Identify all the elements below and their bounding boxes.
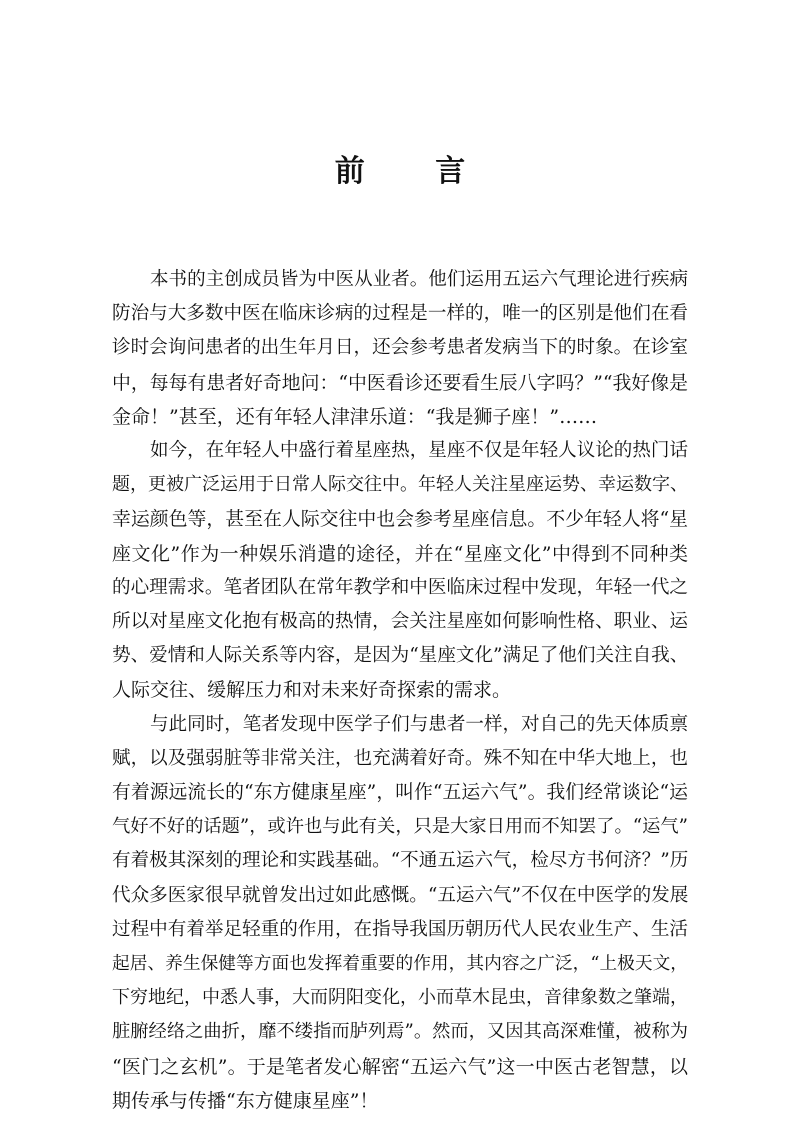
text-line: 人际交往、缓解压力和对未来好奇探索的需求。 — [112, 679, 512, 702]
text-line: “医门之玄机”。于是笔者发心解密“五运六气”这一中医古老智慧，以 — [112, 1055, 688, 1078]
text-line: 有着极其深刻的理论和实践基础。“不通五运六气，检尽方书何济？”历 — [112, 850, 689, 872]
text-line: 金命！”甚至，还有年轻人津津乐道：“我是狮子座！”…… — [112, 405, 598, 428]
text-line: 题，更被广泛运用于日常人际交往中。年轻人关注星座运势、幸运数字、 — [112, 474, 688, 496]
paragraph-3 — [112, 708, 688, 1118]
text-line: 所以对星座文化抱有极高的热情，会关注星座如何影响性格、职业、运 — [112, 611, 688, 633]
text-line: 防治与大多数中医在临床诊病的过程是一样的，唯一的区别是他们在看 — [112, 303, 688, 325]
paragraph-1 — [112, 263, 688, 434]
body-text — [112, 263, 688, 1118]
text-line: 起居、养生保健等方面也发挥着重要的作用，其内容之广泛，“上极天文， — [112, 954, 688, 975]
text-line: 与此同时，笔者发现中医学子们与患者一样，对自己的先天体质禀 — [150, 713, 688, 735]
text-line: 中，每每有患者好奇地问：“中医看诊还要看生辰八字吗？”“我好像是 — [112, 371, 688, 394]
text-line: 势、爱情和人际关系等内容，是因为“星座文化”满足了他们关注自我、 — [112, 645, 689, 667]
text-line: 下穷地纪，中悉人事，大而阴阳变化，小而草木昆虫，音律象数之肇端， — [112, 987, 688, 1009]
text-line: 期传承与传播“东方健康星座”！ — [112, 1089, 379, 1112]
text-line: 的心理需求。笔者团队在常年教学和中医临床过程中发现，年轻一代之 — [112, 576, 688, 598]
text-line: 幸运颜色等，甚至在人际交往中也会参考星座信息。不少年轻人将“星 — [112, 508, 688, 531]
text-line: 脏腑经络之曲折，靡不缕指而胪列焉”。然而，又因其高深难懂，被称为 — [112, 1021, 688, 1043]
text-line: 代众多医家很早就曾发出过如此感慨。“五运六气”不仅在中医学的发展 — [112, 884, 689, 906]
paragraph-2 — [112, 434, 688, 708]
text-line: 过程中有着举足轻重的作用，在指导我国历朝历代人民农业生产、生活 — [112, 918, 688, 940]
text-line: 诊时会询问患者的出生年月日，还会参考患者发病当下的时象。在诊室 — [112, 337, 688, 359]
text-line: 气好不好的话题”，或许也与此有关，只是大家日用而不知罢了。“运气” — [112, 816, 688, 838]
text-line: 座文化”作为一种娱乐消遣的途径，并在“星座文化”中得到不同种类 — [112, 542, 688, 565]
text-line: 本书的主创成员皆为中医从业者。他们运用五运六气理论进行疾病 — [150, 269, 688, 290]
text-line: 赋，以及强弱脏等非常关注，也充满着好奇。殊不知在中华大地上，也 — [112, 747, 688, 769]
text-line: 有着源远流长的“东方健康星座”，叫作“五运六气”。我们经常谈论“运 — [112, 782, 688, 804]
text-line: 如今，在年轻人中盛行着星座热，星座不仅是年轻人议论的热门话 — [150, 440, 688, 462]
page-title: 前 言 — [334, 154, 496, 189]
